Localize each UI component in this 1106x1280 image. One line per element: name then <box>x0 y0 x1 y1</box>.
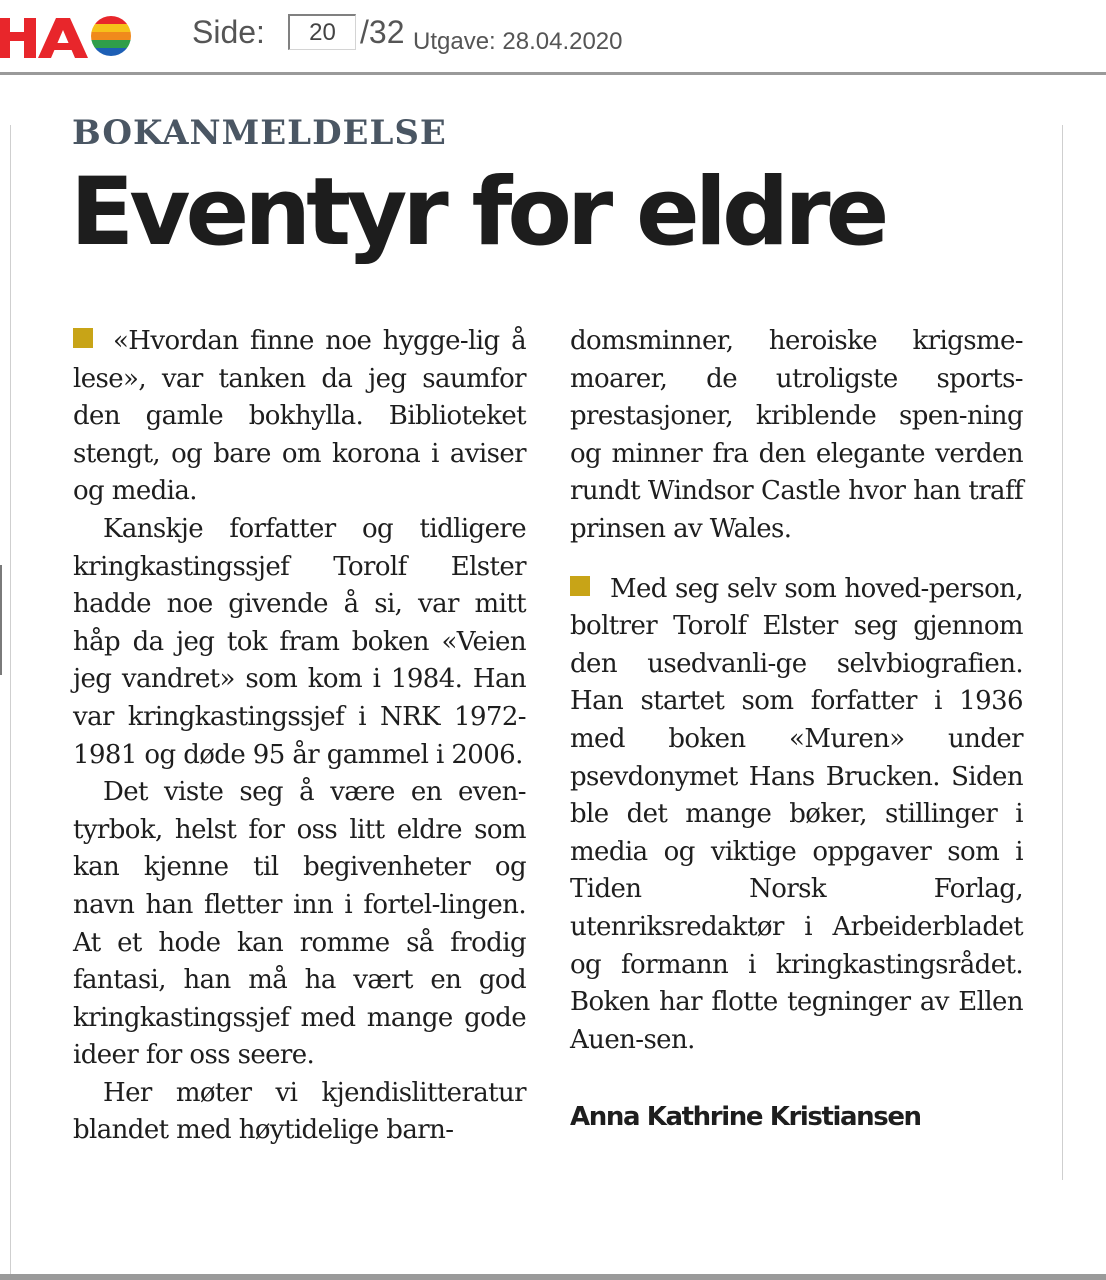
square-bullet-icon <box>570 576 590 596</box>
square-bullet-icon <box>73 328 93 348</box>
article-column-right <box>570 323 1023 1137</box>
article-kicker: BOKANMELDELSE <box>72 113 447 144</box>
article-paragraph-continued: domsminner, heroiske krigsme-moarer, de utroligste sports-prestasjoner, kriblende spen-ning og minner fra den elegante verden rundt Windsor Castle hvor han traff prinsen av Wales. <box>570 326 1023 544</box>
article-headline: Eventyr for eldre <box>70 158 885 267</box>
page-total: /32 <box>360 14 405 50</box>
article-paragraph: Med seg selv som hoved-person, boltrer Torolf Elster seg gjennom den usedvanli-ge selvbiografien. Han startet som forfatter i 1936 med boken «Muren» under psevdonymet Hans Brucken. Siden ble det mange bøker, stillinger i media og viktige oppgaver som i Tiden Norsk Forlag, utenriksredaktør i Arbeiderbladet og formann i kringkastingsrådet. Boken har flotte tegninger av Ellen Auen-sen. <box>570 573 1023 1055</box>
article-paragraph: Her møter vi kjendislitteratur blandet med høytidelige barn- <box>73 1077 526 1146</box>
newspaper-logo <box>0 10 135 62</box>
article-frame-right <box>1062 125 1063 1180</box>
article-paragraph: Kanskje forfatter og tidligere kringkastingssjef Torolf Elster hadde noe givende å si, var mitt håp da jeg tok fram boken «Veien jeg vandret» som kom i 1984. Han var kringkastingssjef i NRK 1972-1981 og døde 95 år gammel i 2006. <box>73 513 526 770</box>
viewer-bottom-bar <box>0 1274 1106 1280</box>
edition-date: Utgave: 28.04.2020 <box>413 28 623 55</box>
article-byline: Anna Kathrine Kristiansen <box>570 1102 921 1133</box>
article-frame-left <box>10 125 11 1275</box>
article-column-left <box>73 323 526 1150</box>
article-paragraph: «Hvordan finne noe hygge-lig å lese», var tanken da jeg saumfor den gamle bokhylla. Biblioteket stengt, og bare om korona i aviser og media. <box>73 326 526 507</box>
page-number-input[interactable] <box>288 14 356 50</box>
viewer-toolbar <box>0 0 1106 75</box>
article-paragraph: Det viste seg å være en even-tyrbok, helst for oss litt eldre som kan kjenne til begivenheter og navn han fletter inn i fortel-lingen. At et hode kan romme så frodig fantasi, han må ha vært en god kringkastingssjef med mange gode ideer for oss seere. <box>73 777 526 1071</box>
page-label: Side: <box>192 14 265 50</box>
scroll-edge-mark <box>0 565 2 675</box>
